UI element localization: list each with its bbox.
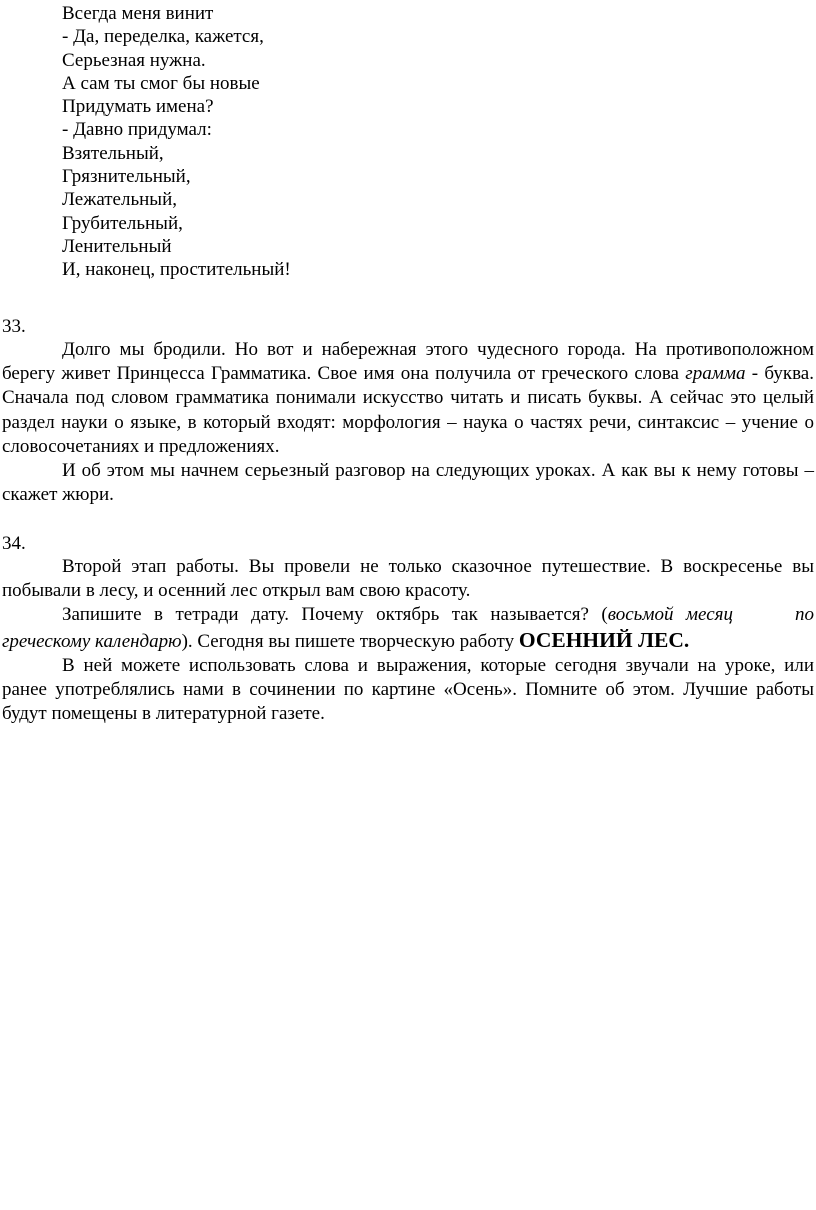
poem-line: - Да, переделка, кажется,	[62, 26, 264, 48]
paragraph-date-line	[2, 603, 814, 627]
italic-phrase: по	[795, 604, 814, 626]
text-run: - буква. Сначала под словом грамматика понимали искусство читать и писать буквы. А сейчас это целый раздел науки о языке, в который входят: морфология – наука о частях речи, синтаксис – учение о словосочетаниях и предложениях.	[2, 363, 814, 457]
poem-line: Грязнительный,	[62, 166, 191, 188]
section-number-33: 33.	[2, 316, 26, 337]
text-run: ). Сегодня вы пишете творческую работу	[181, 630, 519, 652]
italic-phrase: восьмой месяц	[607, 604, 733, 626]
paragraph-date-line-cont	[2, 628, 814, 654]
poem-line: А сам ты смог бы новые	[62, 72, 260, 94]
section-33-text	[2, 338, 814, 507]
section-number-34: 34.	[2, 533, 26, 554]
poem-line: Всегда меня винит	[62, 3, 214, 24]
poem-line: - Давно придумал:	[62, 119, 212, 141]
essay-title: ОСЕННИЙ ЛЕС.	[518, 627, 690, 652]
poem-line: Взятельный,	[62, 142, 164, 164]
paragraph-second-stage: Второй этап работы. Вы провели не только сказочное путешествие. В воскресенье вы побывали в лесу, и осенний лес открыл вам свою красоту.	[2, 556, 814, 602]
poem-line: Лежательный,	[62, 189, 177, 211]
text-run: Запишите в тетради дату. Почему октябрь так называется? (	[62, 604, 608, 626]
paragraph-jury: И об этом мы начнем серьезный разговор на следующих уроках. А как вы к нему готовы – скажет жюри.	[2, 460, 814, 506]
poem	[62, 2, 291, 282]
section-34-text	[2, 555, 814, 726]
poem-line: Ленительный	[62, 235, 172, 257]
poem-line: Придумать имена?	[62, 96, 214, 118]
poem-line: И, наконец, простительный!	[62, 259, 291, 281]
text-run: Долго мы бродили. Но вот и набережная этого чудесного города. На противоположном берегу живет Принцесса Грамматика. Свое имя она получила от греческого слова	[2, 339, 814, 385]
italic-phrase: греческому календарю	[2, 630, 182, 652]
italic-word: грамма	[685, 363, 746, 385]
paragraph-instructions: В ней можете использовать слова и выражения, которые сегодня звучали на уроке, или ранее употреблялись нами в сочинении по картине «Осень». Помните об этом. Лучшие работы будут помещены в литературной газете.	[2, 654, 814, 725]
poem-line: Серьезная нужна.	[62, 49, 206, 71]
poem-line: Грубительный,	[62, 212, 183, 234]
paragraph-grammar	[2, 338, 814, 459]
